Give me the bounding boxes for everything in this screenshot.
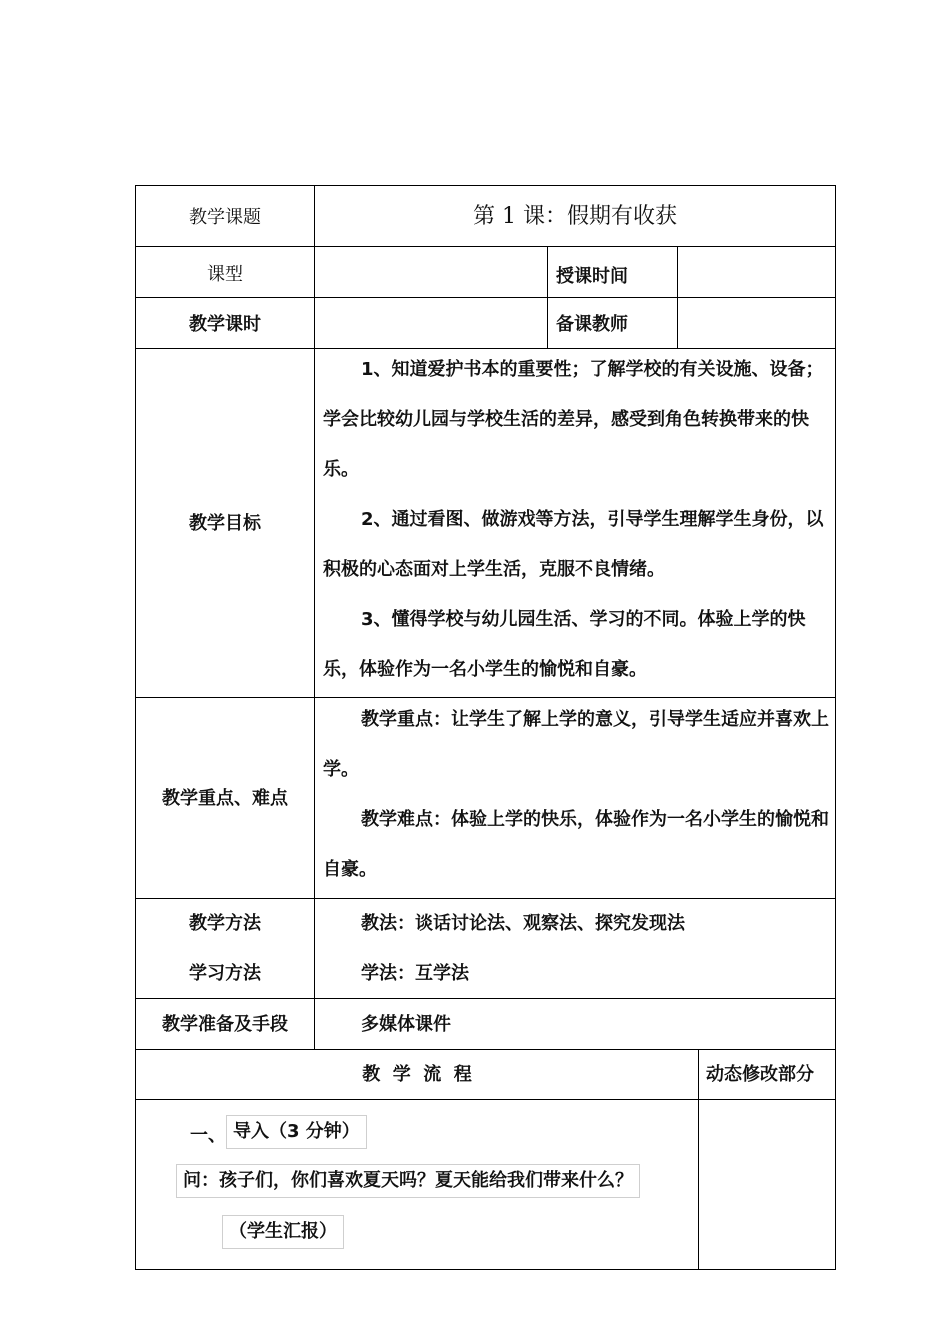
teaching-time-label: 授课时间: [556, 266, 628, 287]
learning-method-label: 学习方法: [189, 963, 261, 984]
lesson-type-label: 课型: [207, 264, 243, 285]
section-number: 一、: [190, 1125, 226, 1146]
learning-method-value: 学法：互学法: [361, 963, 469, 984]
teaching-time-value[interactable]: [678, 250, 835, 294]
goal-item-3: 3、懂得学校与幼儿园生活、学习的不同。体验上学的快乐，体验作为一名小学生的愉悦和自豪。: [323, 609, 806, 680]
teacher-label: 备课教师: [556, 314, 628, 335]
preparation-label: 教学准备及手段: [162, 1014, 288, 1035]
goal-item-1: 1、知道爱护书本的重要性；了解学校的有关设施、设备；学会比较幼儿园与学校生活的差异，感受到角色转换带来的快乐。: [323, 359, 824, 480]
dynamic-revision-area[interactable]: [699, 1100, 835, 1269]
section-title: 导入（3 分钟）: [226, 1115, 367, 1149]
question-text: 问：孩子们，你们喜欢夏天吗？夏天能给我们带来什么？: [176, 1164, 640, 1198]
topic-value: 第 1 课：假期有收获: [473, 204, 677, 229]
goals-label: 教学目标: [189, 513, 261, 534]
lesson-hours-value[interactable]: [315, 300, 547, 344]
goal-item-2: 2、通过看图、做游戏等方法，引导学生理解学生身份，以积极的心态面对上学生活，克服不良情绪。: [323, 509, 824, 580]
teaching-method-label: 教学方法: [189, 913, 261, 934]
lesson-type-value[interactable]: [315, 250, 547, 294]
teacher-value[interactable]: [678, 300, 835, 344]
difficult-point-item: 教学难点：体验上学的快乐，体验作为一名小学生的愉悦和自豪。: [323, 809, 829, 880]
student-answer-text: （学生汇报）: [222, 1215, 344, 1249]
topic-label: 教学课题: [189, 207, 261, 228]
key-point-item: 教学重点：让学生了解上学的意义，引导学生适应并喜欢上学。: [323, 709, 829, 780]
dynamic-revision-header: 动态修改部分: [706, 1064, 814, 1085]
teaching-method-value: 教法：谈话讨论法、观察法、探究发现法: [361, 913, 685, 934]
key-points-label: 教学重点、难点: [162, 788, 288, 809]
lesson-hours-label: 教学课时: [189, 314, 261, 335]
preparation-value: 多媒体课件: [361, 1014, 451, 1035]
teaching-flow-header: 教 学 流 程: [362, 1064, 472, 1085]
